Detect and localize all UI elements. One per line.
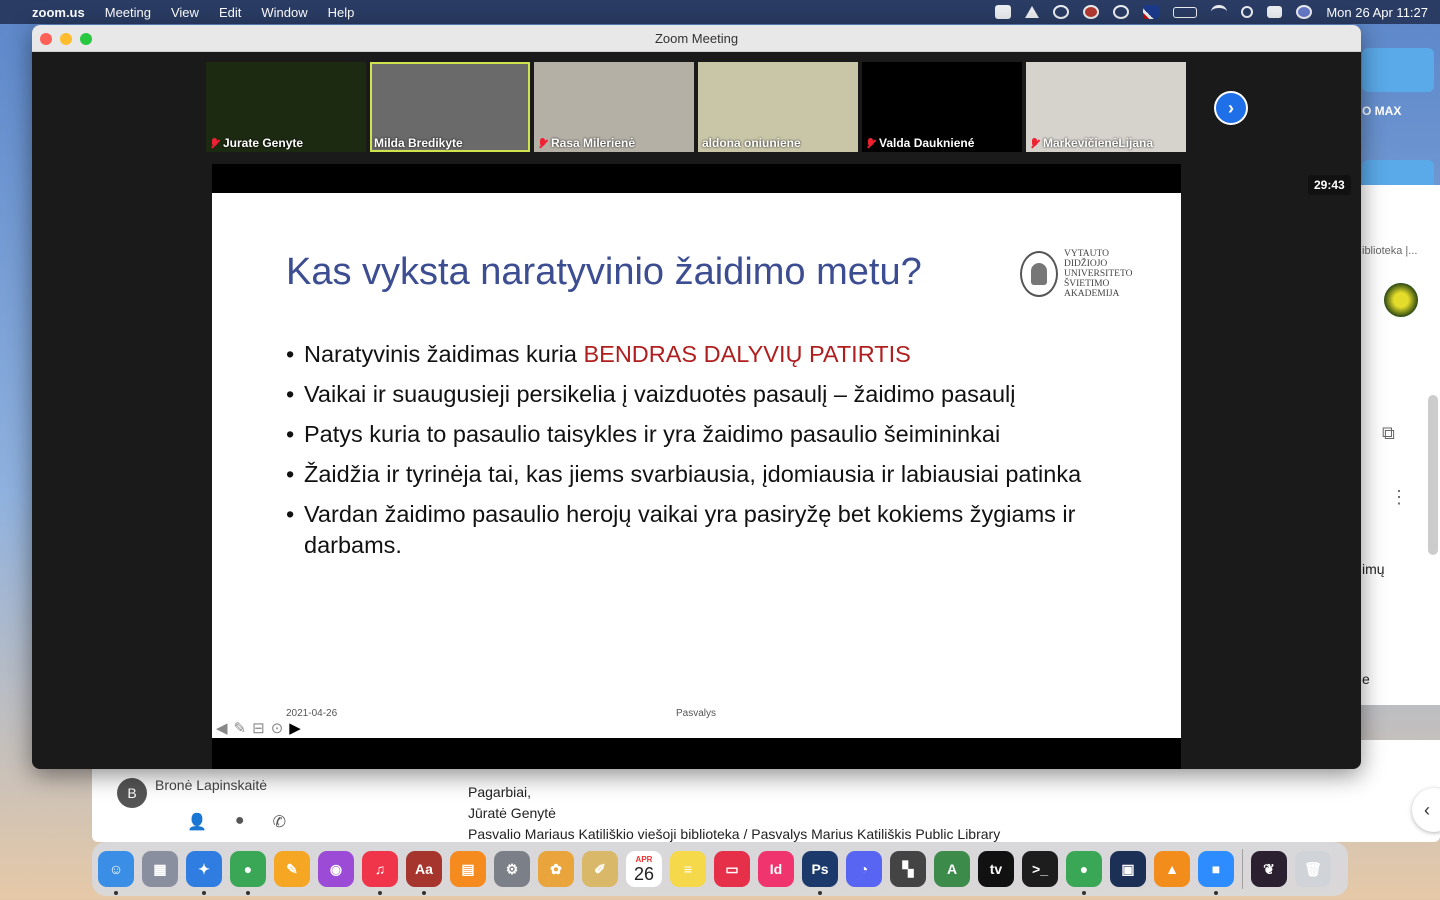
participant-name-label	[702, 136, 801, 150]
university-logo	[1020, 249, 1140, 299]
participant-name: Valda Daukniené	[879, 136, 975, 150]
chevron-left-icon: ‹	[1424, 799, 1430, 820]
slide-bullet-list	[286, 339, 1116, 570]
dock-books-icon[interactable]: ▤	[450, 851, 486, 887]
muted-mic-icon	[1030, 138, 1039, 149]
dock	[92, 842, 1348, 896]
menu-edit[interactable]: Edit	[218, 4, 242, 20]
control-center-icon[interactable]	[1267, 6, 1282, 18]
shared-screen	[212, 164, 1181, 769]
participant-video-strip	[206, 62, 1186, 154]
dock-finder-icon[interactable]: ☺	[98, 851, 134, 887]
participant-name-label	[538, 136, 635, 150]
muted-mic-icon	[866, 138, 875, 149]
muted-mic-icon	[538, 138, 547, 149]
next-participants-button[interactable]	[1214, 91, 1248, 125]
bullet-text: Naratyvinis žaidimas kuria	[304, 341, 584, 367]
dock-indesign-icon[interactable]: Id	[758, 851, 794, 887]
menu-clock[interactable]: Mon 26 Apr 11:27	[1326, 4, 1428, 20]
previous-slide-icon[interactable]: ◀	[216, 720, 228, 737]
participant-tile[interactable]	[534, 62, 694, 152]
scrollbar[interactable]	[1428, 395, 1438, 555]
red-status-icon[interactable]	[1083, 5, 1099, 19]
dock-book-cover-icon[interactable]: ❦	[1251, 851, 1287, 887]
pen-icon[interactable]: ✎	[233, 720, 247, 737]
university-logo-text: VYTAUTO DIDŽIOJO UNIVERSITETO ŠVIETIMO AKADEMIJA	[1064, 249, 1133, 299]
dock-discord-icon[interactable]: ◔	[846, 851, 882, 887]
slide-footer-date: 2021-04-26	[286, 708, 338, 719]
bullet-item: • Žaidžia ir tyrinėja tai, kas jiems svarbiausia, įdomiausia ir labiausiai patinka	[286, 459, 1116, 490]
wifi-icon[interactable]	[1211, 5, 1227, 19]
meeting-timer: 29:43	[1308, 175, 1351, 195]
mail-line: Pagarbiai,	[468, 784, 532, 800]
vlc-status-icon[interactable]	[1025, 6, 1039, 18]
bullet-highlight: BENDRAS DALYVIŲ PATIRTIS	[583, 341, 911, 367]
dock-terminal-icon[interactable]: >_	[1022, 851, 1058, 887]
dock-chrome-icon[interactable]: ●	[230, 851, 266, 887]
dock-separator	[1242, 849, 1243, 889]
participant-tile[interactable]	[1026, 62, 1186, 152]
slides-overview-icon[interactable]: ⊟	[252, 720, 265, 737]
menu-app-name[interactable]: zoom.us	[32, 4, 85, 20]
slideshow-toolbar	[216, 719, 301, 737]
zoom-status-icon[interactable]	[995, 5, 1011, 19]
bullet-item	[286, 339, 1116, 370]
slide-title: Kas vyksta naratyvinio žaidimo metu?	[286, 251, 922, 293]
battery-icon[interactable]	[1173, 7, 1197, 18]
profile-avatar[interactable]	[1384, 283, 1418, 317]
bullet-item: • Patys kuria to pasaulio taisykles ir yra žaidimo pasaulio šeimininkai	[286, 419, 1116, 450]
creative-cloud-icon[interactable]	[1053, 5, 1069, 19]
participant-tile[interactable]	[862, 62, 1022, 152]
sender-avatar: B	[117, 778, 147, 808]
desktop-folder-icon-2[interactable]	[1362, 160, 1434, 186]
bullet-item: • Vaikai ir suaugusieji persikelia į vaizduotės pasaulį – žaidimo pasaulį	[286, 379, 1116, 410]
dock-cast-icon[interactable]: ▭	[714, 851, 750, 887]
chevron-right-icon: ›	[1228, 97, 1234, 118]
dock-podcasts-icon[interactable]: ◉	[318, 851, 354, 887]
participant-tile[interactable]	[698, 62, 858, 152]
participant-name: MarkevičienėLijana	[1043, 136, 1154, 150]
dock-calendar-icon[interactable]	[626, 851, 662, 887]
dock-art-app-icon[interactable]: ✐	[582, 851, 618, 887]
dock-trash-icon[interactable]: 🗑	[1295, 851, 1331, 887]
siri-icon[interactable]	[1296, 5, 1312, 19]
play-status-icon[interactable]	[1113, 5, 1129, 19]
muted-mic-icon	[210, 138, 219, 149]
open-external-icon[interactable]: ⧉	[1382, 423, 1395, 443]
background-tab-text[interactable]: iblioteka |...	[1362, 245, 1418, 257]
calendar-month: APR	[635, 854, 653, 864]
background-window-right-pane	[1360, 185, 1440, 705]
dock-maps-icon[interactable]: A	[934, 851, 970, 887]
dock-pages-icon[interactable]: ✎	[274, 851, 310, 887]
participant-name: Milda Bredikyte	[374, 136, 463, 150]
dock-photoshop-icon[interactable]: Ps	[802, 851, 838, 887]
slide-footer-place: Pasvalys	[676, 708, 717, 719]
spotlight-search-icon[interactable]	[1241, 6, 1253, 18]
participant-tile[interactable]	[370, 62, 530, 152]
menu-view[interactable]: View	[170, 4, 199, 20]
dock-vsdx-icon[interactable]: ▣	[1110, 851, 1146, 887]
dock-safari-icon[interactable]: ✦	[186, 851, 222, 887]
phone-icon[interactable]: ✆	[272, 814, 286, 831]
participant-name-label	[1030, 136, 1153, 150]
background-text-fragment-1: imų	[1362, 561, 1385, 577]
dock-launchpad-icon[interactable]: ▦	[142, 851, 178, 887]
mail-signature	[468, 782, 1000, 845]
desktop-folder-label[interactable]: O MAX	[1362, 104, 1402, 118]
mail-line: Jūratė Genytė	[468, 805, 556, 821]
zoom-meeting-window	[32, 25, 1361, 769]
participant-tile[interactable]	[206, 62, 366, 152]
sender-name[interactable]: Bronė Lapinskaitė	[155, 777, 268, 793]
next-slide-icon[interactable]: ▶	[289, 720, 301, 737]
participant-name: Jurate Genyte	[223, 136, 304, 150]
dock-system-preferences-icon[interactable]: ⚙	[494, 851, 530, 887]
contacts-icon[interactable]: 👤	[187, 814, 207, 831]
dock-vlc-icon[interactable]: ▲	[1154, 851, 1190, 887]
dock-chrome-2-icon[interactable]: ●	[1066, 851, 1102, 887]
mail-line: Pasvalio Mariaus Katiliškio viešoji biblioteka / Pasvalys Marius Katiliškis Public Library	[468, 826, 1001, 842]
more-options-icon[interactable]: ⊙	[270, 720, 284, 737]
participant-name: aldona oniuniene	[702, 136, 801, 150]
uk-flag-icon[interactable]	[1143, 5, 1159, 19]
window-title-bar[interactable]	[32, 25, 1361, 52]
menu-help[interactable]: Help	[327, 4, 355, 20]
dock-notes-icon[interactable]: ≡	[670, 851, 706, 887]
background-text-fragment-2: e	[1362, 671, 1370, 687]
menu-bar	[0, 0, 1440, 24]
bullet-item: • Vardan žaidimo pasaulio herojų vaikai yra pasiryžę bet kokiems žygiams ir darbams.	[286, 499, 1116, 561]
participant-name-label	[866, 136, 974, 150]
participant-name: Rasa Milerienė	[551, 136, 636, 150]
dock-photos-icon[interactable]: ✿	[538, 851, 574, 887]
university-seal-icon	[1020, 251, 1058, 297]
participant-name-label	[374, 136, 463, 150]
dock-apple-tv-icon[interactable]: tv	[978, 851, 1014, 887]
chat-icon[interactable]: ●	[234, 812, 245, 829]
window-title: Zoom Meeting	[654, 31, 739, 46]
desktop-folder-icon[interactable]	[1362, 48, 1434, 92]
menu-window[interactable]: Window	[261, 4, 308, 20]
presentation-slide	[212, 193, 1181, 738]
participant-name-label	[210, 136, 303, 150]
dock-zoom-icon[interactable]: ■	[1198, 851, 1234, 887]
dock-chess-icon[interactable]: ▚	[890, 851, 926, 887]
menu-meeting[interactable]: Meeting	[104, 4, 151, 20]
calendar-day: 26	[633, 863, 655, 884]
dock-music-icon[interactable]: ♫	[362, 851, 398, 887]
dock-dictionary-icon[interactable]: Aa	[406, 851, 442, 887]
more-options-icon[interactable]: ⋮	[1390, 487, 1408, 507]
